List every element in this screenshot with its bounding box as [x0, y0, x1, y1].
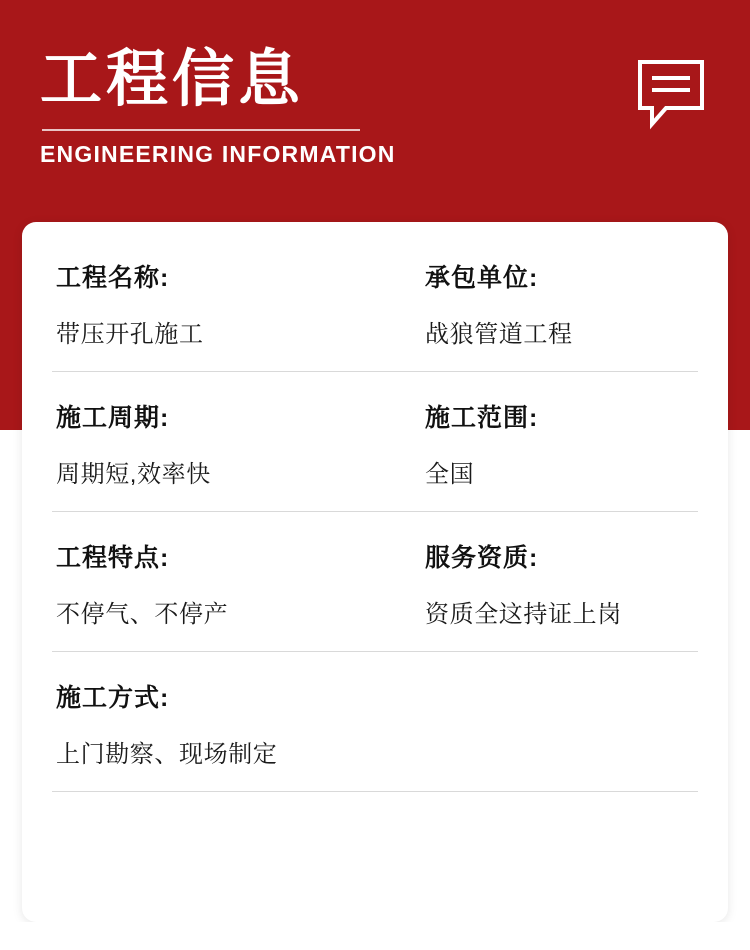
field-value: 资质全这持证上岗 — [425, 601, 622, 628]
info-row — [52, 538, 698, 652]
speech-bubble-icon — [636, 58, 706, 130]
page-subtitle: ENGINEERING INFORMATION — [40, 141, 396, 168]
page-title: 工程信息 — [40, 45, 305, 114]
field-value: 不停气、不停产 — [56, 601, 229, 628]
field-label: 施工范围: — [425, 404, 539, 432]
info-field — [52, 538, 375, 629]
info-row — [52, 398, 698, 512]
info-row — [52, 258, 698, 372]
field-value: 周期短,效率快 — [56, 461, 211, 488]
field-label: 工程名称: — [56, 264, 170, 292]
title-divider — [42, 129, 360, 131]
field-value: 带压开孔施工 — [56, 321, 204, 348]
field-value: 全国 — [425, 461, 475, 488]
bottom-spacer — [0, 922, 750, 950]
info-row — [52, 678, 698, 792]
info-field — [52, 258, 375, 349]
field-label: 承包单位: — [425, 264, 539, 292]
info-field — [52, 678, 375, 769]
info-field — [375, 538, 698, 629]
info-field — [375, 398, 698, 489]
field-label: 工程特点: — [56, 544, 170, 572]
field-label: 施工周期: — [56, 404, 170, 432]
field-label: 施工方式: — [56, 684, 170, 712]
info-card — [22, 222, 728, 922]
field-label: 服务资质: — [425, 544, 539, 572]
info-field — [375, 258, 698, 349]
info-field — [52, 398, 375, 489]
field-value: 上门勘察、现场制定 — [56, 741, 278, 768]
field-value: 战狼管道工程 — [425, 321, 573, 348]
header-text-group — [40, 44, 710, 168]
